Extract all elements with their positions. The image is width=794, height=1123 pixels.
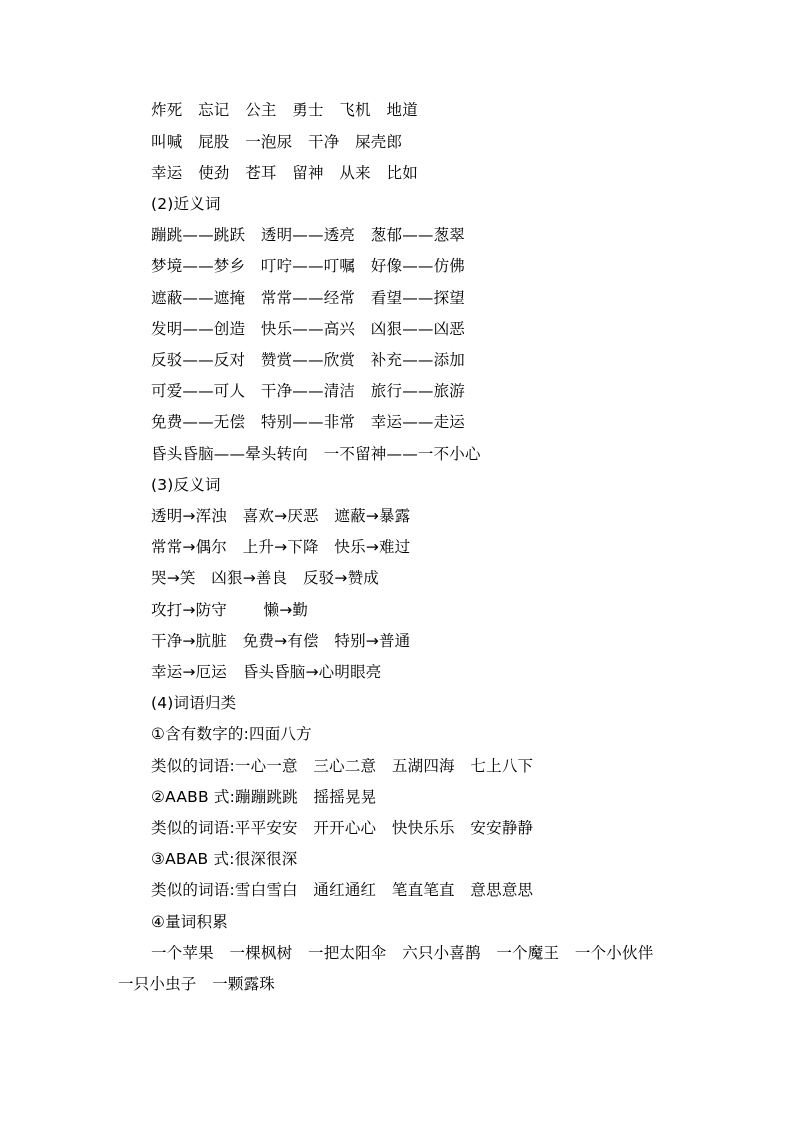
text-line: 幸运 使劲 苍耳 留神 从来 比如 xyxy=(151,164,418,182)
text-line: ①含有数字的:四面八方 xyxy=(151,725,312,743)
text-line: 免费——无偿 特别——非常 幸运——走运 xyxy=(151,413,466,431)
text-line: 遮蔽——遮掩 常常——经常 看望——探望 xyxy=(151,289,466,307)
text-line: 可爱——可人 干净——清洁 旅行——旅游 xyxy=(151,382,466,400)
section-heading-classification: (4)词语归类 xyxy=(151,694,237,712)
text-line: 幸运→厄运 昏头昏脑→心明眼亮 xyxy=(151,663,382,681)
text-line-wrapped: 一只小虫子 一颗露珠 xyxy=(118,975,276,993)
text-line: 蹦跳——跳跃 透明——透亮 葱郁——葱翠 xyxy=(151,226,466,244)
text-line: 类似的词语:雪白雪白 通红通红 笔直笔直 意思意思 xyxy=(151,881,534,899)
text-line: ③ABAB 式:很深很深 xyxy=(151,850,298,868)
text-line: 炸死 忘记 公主 勇士 飞机 地道 xyxy=(151,101,418,119)
text-line: 类似的词语:一心一意 三心二意 五湖四海 七上八下 xyxy=(151,757,534,775)
text-line: 一个苹果 一棵枫树 一把太阳伞 六只小喜鹊 一个魔王 一个小伙伴 xyxy=(151,944,654,962)
section-heading-synonyms: (2)近义词 xyxy=(151,195,221,213)
text-line: 常常→偶尔 上升→下降 快乐→难过 xyxy=(151,538,411,556)
text-line: ②AABB 式:蹦蹦跳跳 摇摇晃晃 xyxy=(151,788,377,806)
section-heading-antonyms: (3)反义词 xyxy=(151,476,221,494)
text-line: 透明→浑浊 喜欢→厌恶 遮蔽→暴露 xyxy=(151,507,411,525)
text-line: 梦境——梦乡 叮咛——叮嘱 好像——仿佛 xyxy=(151,257,466,275)
text-line: 干净→肮脏 免费→有偿 特别→普通 xyxy=(151,632,411,650)
text-line: 反驳——反对 赞赏——欣赏 补充——添加 xyxy=(151,351,466,369)
text-line: ④量词积累 xyxy=(151,913,228,931)
text-line: 哭→笑 凶狠→善良 反驳→赞成 xyxy=(151,569,379,587)
text-line: 攻打→防守 懒→勤 xyxy=(151,601,309,619)
text-line: 叫喊 屁股 一泡尿 干净 屎壳郎 xyxy=(151,133,403,151)
text-line: 发明——创造 快乐——高兴 凶狠——凶恶 xyxy=(151,320,466,338)
text-line: 类似的词语:平平安安 开开心心 快快乐乐 安安静静 xyxy=(151,819,534,837)
text-line: 昏头昏脑——晕头转向 一不留神——一不小心 xyxy=(151,445,481,463)
